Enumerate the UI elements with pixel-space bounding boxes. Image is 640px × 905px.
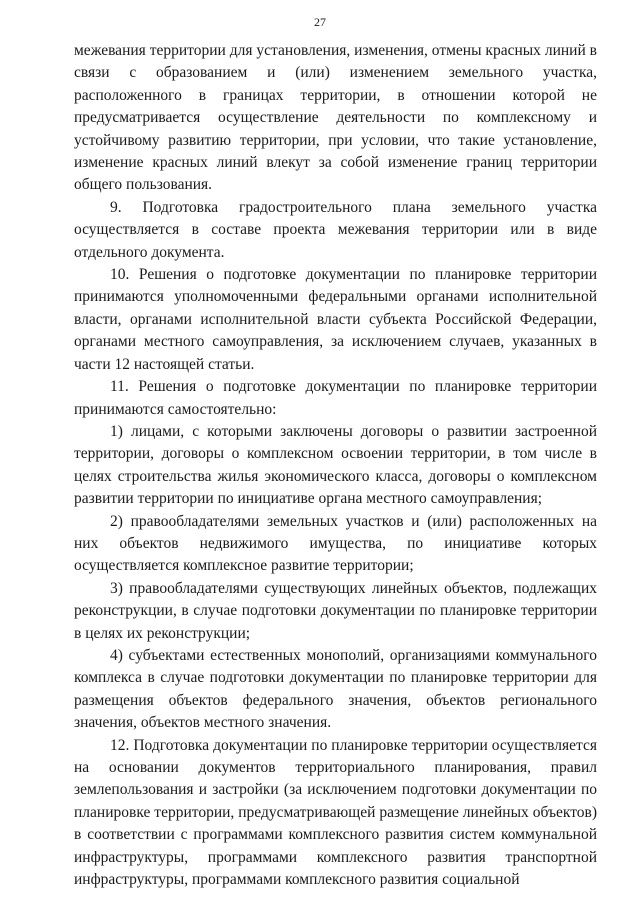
document-body [74, 40, 597, 891]
list-item-3: 3) правообладателями существующих линейных объектов, подлежащих реконструкции, в случае подготовки документации по планировке территории в целях их реконструкции; [74, 579, 597, 642]
paragraph-continuation: межевания территории для установления, изменения, отмены красных линий в связи с образованием и (или) изменением земельного участка, расположенного в границах территории, в отношении которой не предусматривается осуществление деятельности по комплексному и устойчивому развитию территории, при условии, что такие установление, изменение красных линий влекут за собой изменение границ территории общего пользования. [74, 42, 597, 194]
paragraph-11: 11. Решения о подготовке документации по планировке территории принимаются самостоятельно: [74, 378, 597, 418]
paragraph-12: 12. Подготовка документации по планировке территории осуществляется на основании документов территориального планирования, правил землепользования и застройки (за исключением подготовки документации по планировке территории, предусматривающей размещение линейных объектов) в соответствии с программами комплексного развития систем коммунальной инфраструктуры, программами комплексного развития транспортной инфраструктуры, программами комплексного развития социальной [74, 736, 597, 889]
list-item-2: 2) правообладателями земельных участков и (или) расположенных на них объектов недвижимого имущества, по инициативе которых осуществляется комплексное развитие территории; [74, 512, 597, 575]
page-number: 27 [314, 15, 326, 29]
paragraph-10: 10. Решения о подготовке документации по планировке территории принимаются уполномоченными федеральными органами исполнительной власти, органами исполнительной власти субъекта Российской Федерации, органами местного самоуправления, за исключением случаев, указанных в части 12 настоящей статьи. [74, 266, 597, 373]
list-item-1: 1) лицами, с которыми заключены договоры о развитии застроенной территории, договоры о комплексном освоении территории, в том числе в целях строительства жилья экономического класса, договоры о комплексном развитии территории по инициативе органа местного самоуправления; [74, 422, 597, 508]
paragraph-9: 9. Подготовка градостроительного плана земельного участка осуществляется в составе проекта межевания территории или в виде отдельного документа. [74, 198, 597, 261]
list-item-4: 4) субъектами естественных монополий, организациями коммунального комплекса в случае подготовки документации по планировке территории для размещения объектов федерального значения, объектов регионального значения, объектов местного значения. [74, 646, 597, 732]
